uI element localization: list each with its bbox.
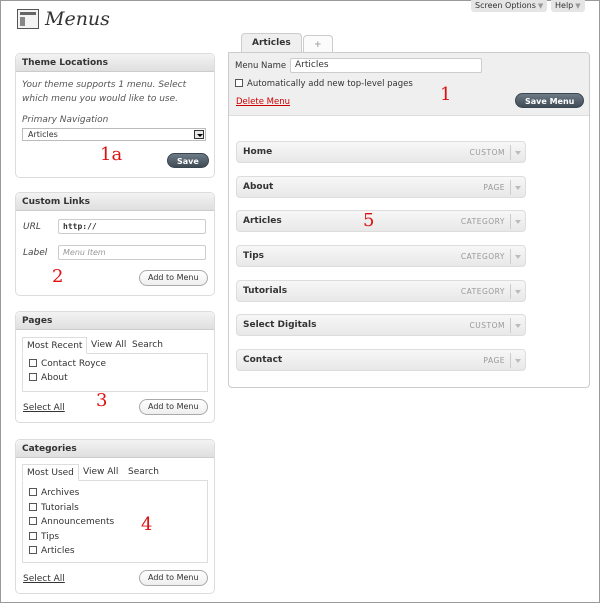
annotation-5: 5 bbox=[363, 210, 375, 231]
menu-item-about[interactable] bbox=[236, 176, 526, 198]
chevron-down-icon: ▼ bbox=[537, 2, 544, 10]
help-label: Help bbox=[555, 1, 574, 10]
menu-item-type: PAGE bbox=[483, 183, 505, 192]
menu-item-title: About bbox=[243, 182, 274, 192]
delete-menu-link[interactable]: Delete Menu bbox=[236, 97, 290, 107]
menu-settings-header bbox=[229, 53, 589, 116]
theme-locations-box bbox=[15, 53, 215, 178]
save-menu-button[interactable]: Save Menu bbox=[515, 93, 584, 108]
plus-icon: + bbox=[314, 40, 322, 50]
theme-locations-note: Your theme supports 1 menu. Select which menu you would like to use. bbox=[22, 80, 187, 104]
expand-arrow-icon[interactable] bbox=[515, 151, 521, 155]
list-item-label: Announcements bbox=[41, 517, 115, 527]
menu-item-type: CATEGORY bbox=[460, 287, 505, 296]
list-item-label: About bbox=[41, 373, 68, 383]
divider bbox=[510, 214, 511, 229]
page-title: Menus bbox=[45, 8, 110, 30]
list-item-label: Tips bbox=[41, 532, 60, 542]
pages-select-all-link[interactable]: Select All bbox=[23, 403, 65, 413]
menu-item-type: CUSTOM bbox=[469, 148, 505, 157]
annotation-2: 2 bbox=[52, 266, 64, 287]
dropdown-arrow-icon bbox=[194, 130, 204, 139]
list-item[interactable] bbox=[29, 516, 114, 528]
divider bbox=[510, 284, 511, 299]
help-button[interactable] bbox=[551, 0, 585, 12]
list-item[interactable] bbox=[29, 502, 79, 514]
list-item-label: Contact Royce bbox=[41, 359, 107, 369]
menu-item-title: Home bbox=[243, 147, 273, 157]
expand-arrow-icon[interactable] bbox=[515, 290, 521, 294]
divider bbox=[510, 318, 511, 333]
pages-box bbox=[15, 311, 215, 423]
custom-links-title: Custom Links bbox=[16, 193, 214, 211]
add-custom-link-button[interactable]: Add to Menu bbox=[139, 270, 208, 286]
expand-arrow-icon[interactable] bbox=[515, 220, 521, 224]
categories-tabs bbox=[22, 464, 208, 481]
add-pages-button[interactable]: Add to Menu bbox=[139, 399, 208, 415]
menu-item-contact[interactable] bbox=[236, 349, 526, 371]
screen-options-label: Screen Options bbox=[475, 1, 536, 10]
pages-title: Pages bbox=[16, 312, 214, 330]
list-item[interactable] bbox=[29, 358, 106, 370]
theme-locations-body bbox=[16, 72, 214, 166]
list-item[interactable] bbox=[29, 531, 59, 543]
pages-list bbox=[22, 354, 208, 392]
theme-locations-title: Theme Locations bbox=[16, 54, 214, 72]
checkbox[interactable] bbox=[29, 488, 37, 496]
chevron-down-icon: ▼ bbox=[575, 2, 581, 10]
pages-body bbox=[16, 330, 214, 422]
categories-list bbox=[22, 481, 208, 563]
url-input[interactable]: http:// bbox=[58, 219, 206, 234]
annotation-4: 4 bbox=[141, 514, 153, 535]
primary-navigation-selected: Articles bbox=[28, 130, 58, 139]
label-label: Label bbox=[23, 248, 48, 258]
list-item-label: Tutorials bbox=[41, 503, 79, 513]
checkbox[interactable] bbox=[29, 373, 37, 381]
pages-tabs bbox=[22, 337, 208, 354]
menu-item-title: Select Digitals bbox=[243, 320, 317, 330]
expand-arrow-icon[interactable] bbox=[515, 186, 521, 190]
menu-item-title: Contact bbox=[243, 355, 283, 365]
annotation-1: 1 bbox=[440, 84, 452, 105]
add-menu-tab[interactable] bbox=[303, 35, 333, 53]
expand-arrow-icon[interactable] bbox=[515, 359, 521, 363]
expand-arrow-icon[interactable] bbox=[515, 255, 521, 259]
tab-menu-articles[interactable]: Articles bbox=[241, 33, 302, 53]
divider bbox=[510, 249, 511, 264]
auto-add-option[interactable] bbox=[235, 79, 413, 89]
save-locations-button[interactable]: Save bbox=[167, 153, 209, 168]
menu-item-title: Articles bbox=[243, 216, 282, 226]
tab-search[interactable]: Search bbox=[132, 340, 163, 350]
divider bbox=[510, 180, 511, 195]
menu-item-type: CATEGORY bbox=[460, 217, 505, 226]
categories-box bbox=[15, 439, 215, 594]
checkbox[interactable] bbox=[29, 517, 37, 525]
list-item[interactable] bbox=[29, 545, 75, 557]
menus-page-icon bbox=[17, 9, 39, 29]
menu-item-articles[interactable] bbox=[236, 210, 526, 232]
tab-most-recent[interactable]: Most Recent bbox=[22, 337, 87, 354]
menu-item-title: Tips bbox=[243, 251, 265, 261]
menu-item-tips[interactable] bbox=[236, 245, 526, 267]
categories-body bbox=[16, 458, 214, 593]
list-item[interactable] bbox=[29, 372, 68, 384]
checkbox[interactable] bbox=[29, 546, 37, 554]
divider bbox=[510, 145, 511, 160]
list-item-label: Articles bbox=[41, 546, 75, 556]
primary-navigation-select[interactable] bbox=[22, 128, 206, 141]
checkbox[interactable] bbox=[29, 503, 37, 511]
menu-item-type: CATEGORY bbox=[460, 252, 505, 261]
screen-options-button[interactable] bbox=[471, 0, 547, 12]
tab-search[interactable]: Search bbox=[128, 467, 159, 477]
custom-links-body bbox=[16, 211, 214, 287]
menu-item-home[interactable] bbox=[236, 141, 526, 163]
auto-add-checkbox[interactable] bbox=[235, 79, 243, 87]
url-label: URL bbox=[23, 222, 41, 232]
menu-item-title: Tutorials bbox=[243, 286, 288, 296]
categories-title: Categories bbox=[16, 440, 214, 458]
menu-name-input[interactable]: Articles bbox=[290, 58, 482, 73]
tab-most-used[interactable]: Most Used bbox=[22, 464, 79, 481]
list-item[interactable] bbox=[29, 487, 79, 499]
categories-select-all-link[interactable]: Select All bbox=[23, 574, 65, 584]
menu-item-type: CUSTOM bbox=[469, 321, 505, 330]
tab-view-all[interactable]: View All bbox=[91, 340, 127, 350]
auto-add-label: Automatically add new top-level pages bbox=[247, 79, 413, 89]
checkbox[interactable] bbox=[29, 532, 37, 540]
primary-navigation-label: Primary Navigation bbox=[22, 115, 109, 125]
list-item-label: Archives bbox=[41, 488, 80, 498]
menu-item-tutorials[interactable] bbox=[236, 280, 526, 302]
menu-name-label: Menu Name bbox=[235, 61, 287, 71]
annotation-3: 3 bbox=[96, 390, 108, 411]
custom-links-box bbox=[15, 192, 215, 296]
tab-view-all[interactable]: View All bbox=[83, 467, 119, 477]
annotation-1a: 1a bbox=[100, 144, 123, 165]
label-input[interactable]: Menu Item bbox=[58, 245, 206, 260]
add-categories-button[interactable]: Add to Menu bbox=[139, 570, 208, 586]
menu-item-select-digitals[interactable] bbox=[236, 314, 526, 336]
expand-arrow-icon[interactable] bbox=[515, 324, 521, 328]
divider bbox=[510, 353, 511, 368]
menu-item-type: PAGE bbox=[483, 356, 505, 365]
checkbox[interactable] bbox=[29, 359, 37, 367]
